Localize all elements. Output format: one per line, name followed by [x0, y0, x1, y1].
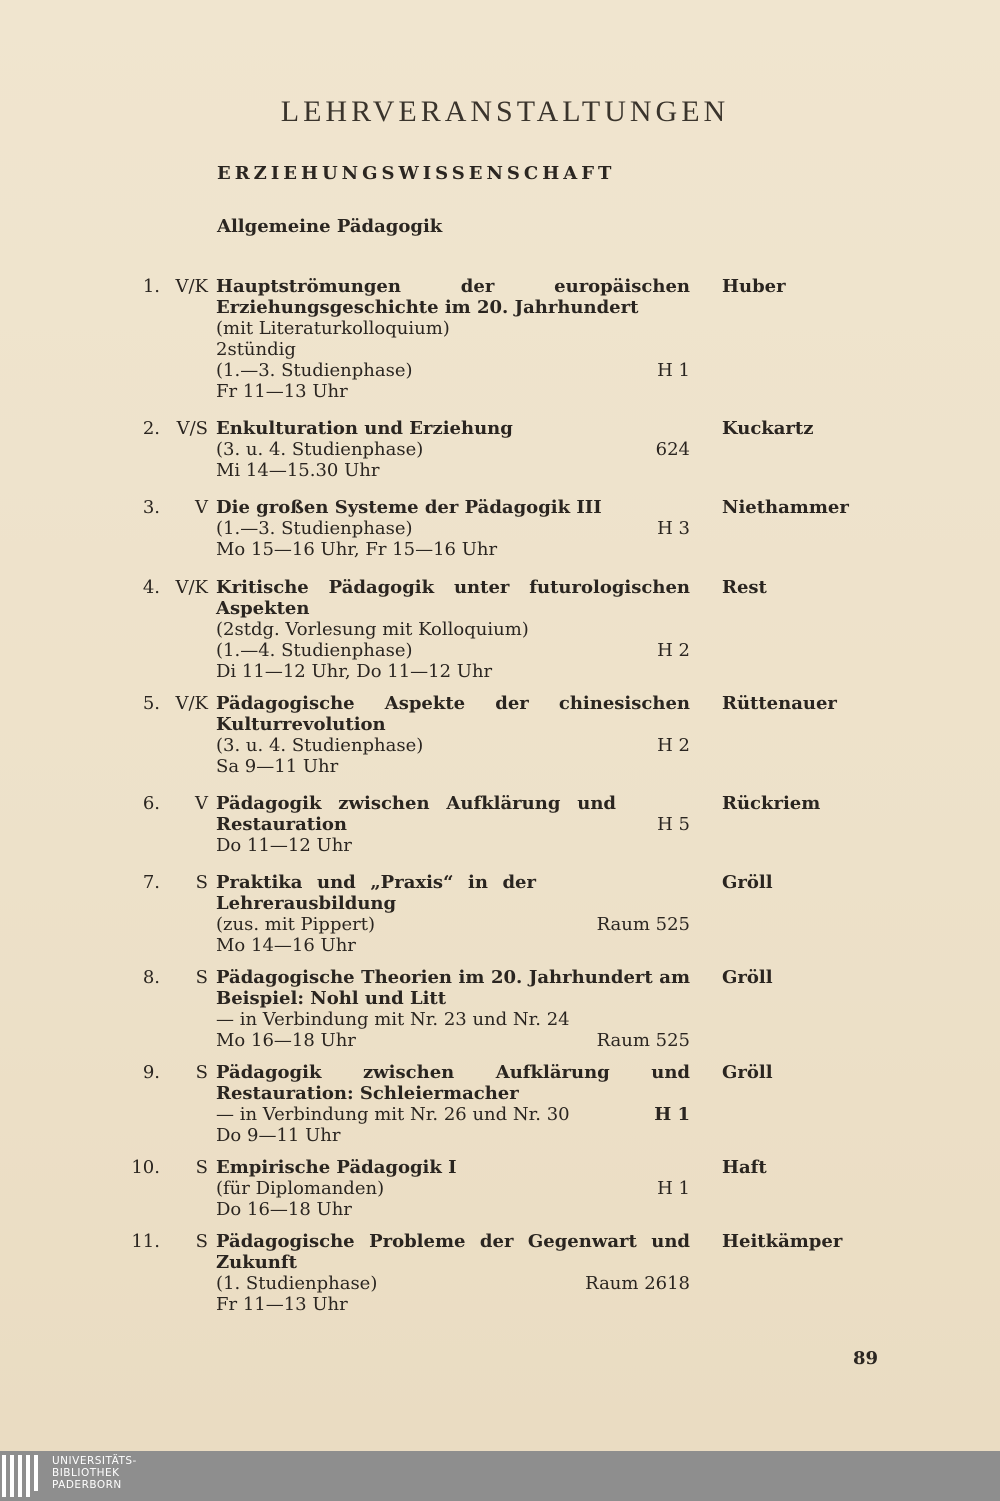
page-title: LEHRVERANSTALTUNGEN: [280, 95, 730, 128]
course-number: 6.: [142, 793, 160, 814]
course-time: Do 16—18 Uhr: [216, 1199, 352, 1220]
course-detail: — in Verbindung mit Nr. 23 und Nr. 24: [216, 1009, 570, 1030]
course-lecturer: Gröll: [722, 967, 773, 988]
course-number: 1.: [142, 276, 160, 297]
course-detail: (für Diplomanden): [216, 1178, 385, 1199]
course-number: 3.: [142, 497, 160, 518]
course-type: V/K: [175, 276, 208, 297]
course-lecturer: Heitkämper: [722, 1231, 843, 1252]
course-lecturer: Gröll: [722, 872, 773, 893]
course-title: Enkulturation und Erziehung: [216, 418, 513, 439]
course-room: H 3: [657, 518, 690, 539]
course-time: Mo 16—18 Uhr: [216, 1030, 356, 1051]
course-time: Do 9—11 Uhr: [216, 1125, 341, 1146]
page-number: 89: [853, 1348, 879, 1369]
course-title: Kritische Pädagogik unter futurologischen Aspekten: [216, 577, 690, 619]
course-type: S: [195, 1062, 208, 1083]
course-room: H 1: [657, 360, 690, 381]
course-room: H 5: [657, 814, 690, 835]
course-detail: — in Verbindung mit Nr. 26 und Nr. 30: [216, 1104, 570, 1125]
course-type: V: [195, 497, 208, 518]
course-number: 2.: [142, 418, 160, 439]
course-time: Di 11—12 Uhr, Do 11—12 Uhr: [216, 661, 493, 682]
course-time: Do 11—12 Uhr: [216, 835, 352, 856]
course-time: Mi 14—15.30 Uhr: [216, 460, 380, 481]
library-name-line: BIBLIOTHEK: [52, 1467, 120, 1479]
course-title: Empirische Pädagogik I: [216, 1157, 457, 1178]
course-lecturer: Haft: [722, 1157, 767, 1178]
course-lecturer: Kuckartz: [722, 418, 814, 439]
course-number: 7.: [142, 872, 160, 893]
course-detail: (2stdg. Vorlesung mit Kolloquium): [216, 619, 529, 640]
subsection-heading: Allgemeine Pädagogik: [217, 216, 443, 237]
course-detail: (1.—3. Studienphase): [216, 518, 413, 539]
course-number: 8.: [142, 967, 160, 988]
course-title: Die großen Systeme der Pädagogik III: [216, 497, 602, 518]
course-time: Fr 11—13 Uhr: [216, 381, 348, 402]
course-time: Fr 11—13 Uhr: [216, 1294, 348, 1315]
course-type: V/K: [175, 577, 208, 598]
course-room: Raum 525: [596, 914, 690, 935]
course-number: 5.: [142, 693, 160, 714]
library-footer-bar: [0, 1451, 1000, 1501]
library-name: [52, 1455, 137, 1491]
course-room: Raum 2618: [585, 1273, 690, 1294]
course-room: H 2: [657, 735, 690, 756]
course-detail: (3. u. 4. Studienphase): [216, 439, 424, 460]
course-room: H 1: [657, 1178, 690, 1199]
course-number: 10.: [131, 1157, 160, 1178]
course-time: Mo 14—16 Uhr: [216, 935, 356, 956]
course-detail: (mit Literaturkolloquium): [216, 318, 450, 339]
course-type: V/S: [176, 418, 208, 439]
course-room: H 2: [657, 640, 690, 661]
course-title: Hauptströmungen der europäischen Erziehungsgeschichte im 20. Jahrhundert: [216, 276, 690, 318]
course-type: S: [195, 1157, 208, 1178]
course-title: Pädagogik zwischen Aufklärung und Restauration: [216, 793, 616, 835]
course-title: Pädagogische Theorien im 20. Jahrhundert am Beispiel: Nohl und Litt: [216, 967, 690, 1009]
course-detail: (3. u. 4. Studienphase): [216, 735, 424, 756]
section-heading: ERZIEHUNGSWISSENSCHAFT: [217, 163, 616, 184]
course-lecturer: Niethammer: [722, 497, 849, 518]
course-title: Praktika und „Praxis“ in der Lehrerausbildung: [216, 872, 536, 914]
course-lecturer: Huber: [722, 276, 786, 297]
course-room: 624: [655, 439, 690, 460]
course-title: Pädagogische Aspekte der chinesischen Kulturrevolution: [216, 693, 690, 735]
course-detail: (1.—3. Studienphase): [216, 360, 413, 381]
course-type: V/K: [175, 693, 208, 714]
course-title: Pädagogische Probleme der Gegenwart und Zukunft: [216, 1231, 690, 1273]
course-time: Sa 9—11 Uhr: [216, 756, 339, 777]
course-number: 11.: [131, 1231, 160, 1252]
course-time: Mo 15—16 Uhr, Fr 15—16 Uhr: [216, 539, 498, 560]
course-room: Raum 525: [596, 1030, 690, 1051]
course-title: Pädagogik zwischen Aufklärung und Restauration: Schleiermacher: [216, 1062, 690, 1104]
course-number: 9.: [142, 1062, 160, 1083]
course-lecturer: Rüttenauer: [722, 693, 837, 714]
course-type: S: [195, 872, 208, 893]
library-logo-icon: [2, 1455, 46, 1499]
course-lecturer: Rest: [722, 577, 767, 598]
course-detail: (1. Studienphase): [216, 1273, 378, 1294]
course-type: V: [195, 793, 208, 814]
course-number: 4.: [142, 577, 160, 598]
library-name-line: UNIVERSITÄTS-: [52, 1455, 137, 1467]
course-detail: 2stündig: [216, 339, 296, 360]
course-room: H 1: [654, 1104, 690, 1125]
course-detail: (zus. mit Pippert): [216, 914, 375, 935]
library-name-line: PADERBORN: [52, 1479, 122, 1491]
course-type: S: [195, 967, 208, 988]
course-type: S: [195, 1231, 208, 1252]
course-lecturer: Rückriem: [722, 793, 821, 814]
course-lecturer: Gröll: [722, 1062, 773, 1083]
course-detail: (1.—4. Studienphase): [216, 640, 413, 661]
